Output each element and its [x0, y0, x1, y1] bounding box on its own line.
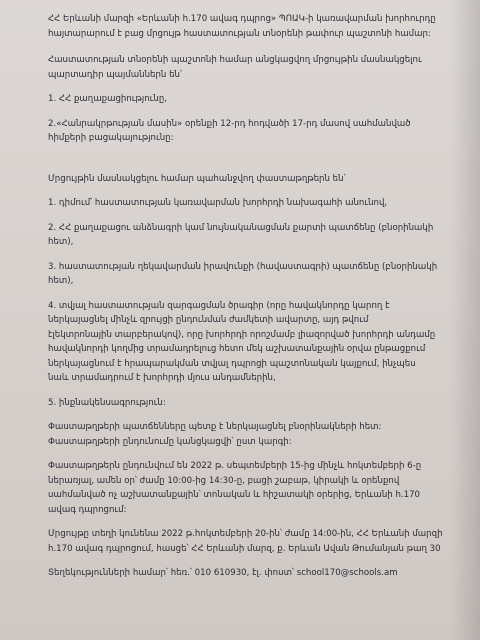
competition-info: Մրցույթը տեղի կունենա 2022 թ.հոկտեմբերի 20-ին՝ ժամը 14:00-ին, ՀՀ Երևանի մարզի հ.170 ավագ դպրոցում, հասցե՝ ՀՀ Երևանի մարզ, ք. Երևան Ավան Թումանյան թաղ 30 — [48, 529, 443, 554]
document-item: 2. ՀՀ քաղաքացու անձնագրի կամ նույնականացման քարտի պատճենը (բնօրինակի հետ), — [48, 222, 434, 247]
document-item: 5. ինքնակենսագրություն: — [48, 397, 166, 408]
copies-note: Փաստաթղթերի պատճենները պետք է ներկայացնել բնօրինակների հետ: Փաստաթղթերի ընդունումը կանցկացվի՝ ըստ կարգի: — [48, 422, 382, 447]
announcement-header: ՀՀ Երևանի մարզի «Երևանի հ.170 ավագ դպրոց» ՊՈԱԿ-ի կառավարման խորհուրդը հայտարարում է բաց մրցույթ հաստատության տնօրենի թափուր պաշտոնի համար: — [48, 14, 436, 39]
requirement-item: 2.«Հանրակրթության մասին» օրենքի 12-րդ հոդվածի 17-րդ մասով սահմանված հիմքերի բացակայությունը: — [48, 118, 411, 143]
requirement-item: 1. ՀՀ քաղաքացիությունը, — [48, 94, 168, 104]
requirements-intro: Հաստատության տնօրենի պաշտոնի համար անցկացվող մրցույթին մասնակցելու պարտադիր պայմաններն են՝ — [48, 55, 422, 80]
documents-intro: Մրցույթին մասնակցելու համար պահանջվող փաստաթղթերն են՝ — [48, 173, 346, 184]
contact-info: Տեղեկությունների համար՝ հեռ.՝ 010 610930, էլ. փոստ՝ school170@schools.am — [48, 568, 398, 578]
document-item: 3. հաստատության ղեկավարման իրավունքի (հավաստագրի) պատճենը (բնօրինակի հետ), — [48, 261, 438, 286]
document-item: 1. դիմում՝ հաստատության կառավարման խորհրդի նախագահի անունով, — [48, 198, 388, 208]
document-item: 4. տվյալ հաստատության զարգացման ծրագիր (որը հավակնորդը կարող է ներկայացնել մինչև զրույցի ընդունման ժամկետի ավարտը, այդ թվում էլեկտրոնային տարբերակով), որը խորհրդի որոշմամբ լիազորված խորհրդի անդամը հավակնորդի կողմից տրամադրելուց հետո մեկ աշխատանքային օրվա ընթացքում ներկայացնում է հրապարակման տվյալ դպրոցի պաշտոնական կայքում, ինչպես նաև տրամադրում է խորհրդի մյուս անդամներին, — [48, 300, 436, 383]
acceptance-schedule: Փաստաթղթերն ընդունվում են 2022 թ. սեպտեմբերի 15-ից մինչև հոկտեմբերի 6-ը ներառյալ, ամեն օր՝ ժամը 10:00-ից 14:30-ը, բացի շաբաթ, կիրակի և օրենքով սահմանված ոչ աշխատանքային՝ տոնական և հիշատակի օրերից, Երևանի հ.170 ավագ դպրոցում: — [48, 461, 422, 515]
